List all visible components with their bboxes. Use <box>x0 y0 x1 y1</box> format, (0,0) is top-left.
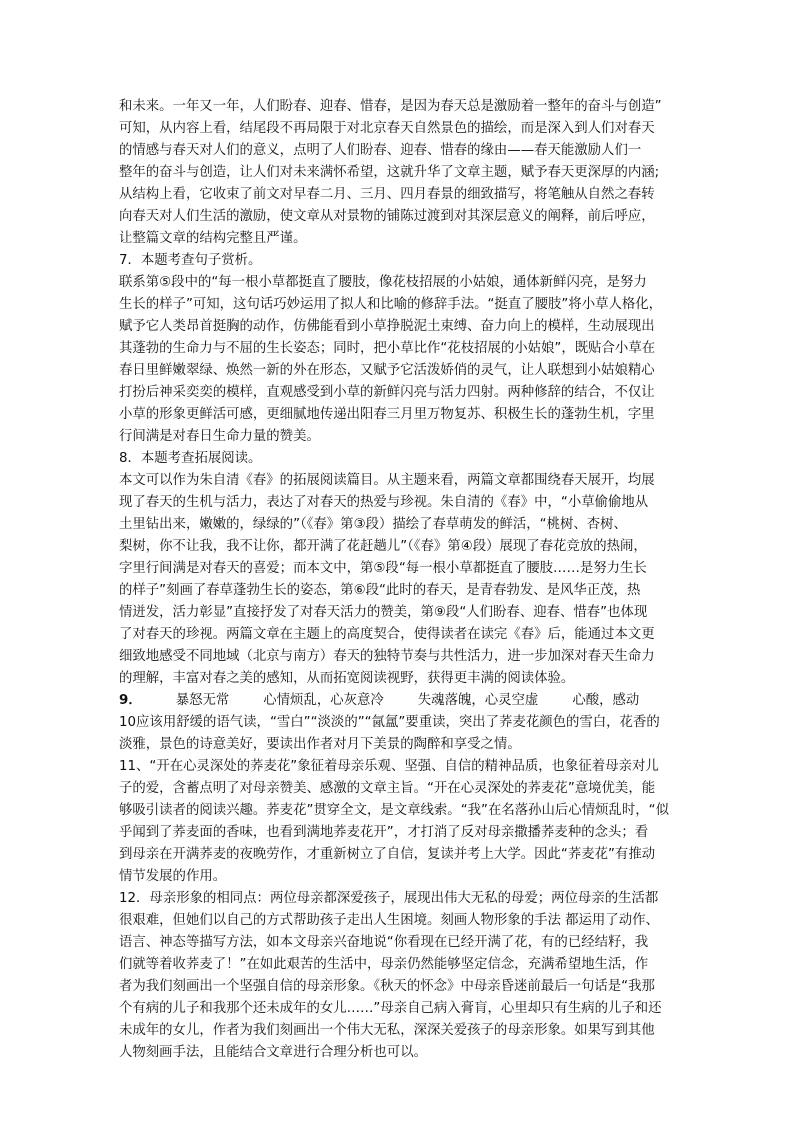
text-line: 小草的形象更鲜活可感，更细腻地传递出阳春三月里万物复苏、积极生长的蓬勃生机，字里 <box>119 407 655 422</box>
question-11-line: 11、“开在心灵深处的荞麦花”象征着母亲乐观、坚强、自信的精神品质，也象征着母亲对儿 <box>119 759 659 774</box>
text-line: 的理解，丰富对春之美的感知，从而拓宽阅读视野，获得更丰满的阅读体验。 <box>119 671 575 686</box>
text-line: 们就等着收荞麦了！”在如此艰苦的生活中，母亲仍然能够坚定信念，充满希望地生活，作 <box>119 957 649 972</box>
text-line: 现了春天的生机与活力，表达了对春天的热爱与珍视。朱自清的《春》中，“小草偷偷地从 <box>119 495 649 510</box>
text-line: 细致地感受不同地域（北京与南方）春天的独特节奏与共性活力，进一步加深对春天生命力 <box>119 649 655 664</box>
text-line: 和未来。一年又一年，人们盼春、迎春、惜春，是因为春天总是激励着一整年的奋斗与创造” <box>119 99 662 114</box>
text-line: 很艰难，但她们以自己的方式帮助孩子走出人生困境。刻画人物形象的手法 都运用了动作、 <box>119 913 659 928</box>
text-line: 字里行间满是对春天的喜爱；而本文中，第⑤段“每一根小草都挺直了腰肢……是努力生长 <box>119 561 647 576</box>
text-line: 向春天对人们生活的激励，使文章从对景物的铺陈过渡到对其深层意义的阐释，前后呼应， <box>119 209 655 224</box>
q9-answer-2: 心情烦乱，心灰意冷 <box>263 693 384 708</box>
text-line: 到母亲在开满荞麦的夜晚劳作，才重新树立了自信，复读并考上大学。因此“荞麦花”有推动 <box>119 847 656 862</box>
text-line: 土里钻出来，嫩嫩的，绿绿的”（《春》第③段）描绘了春草萌发的鲜活，“桃树、杏树、 <box>119 517 627 532</box>
question-9-answers <box>119 690 685 712</box>
question-12-line: 12．母亲形象的相同点：两位母亲都深爱孩子，展现出伟大无私的母爱；两位母亲的生活都 <box>119 891 659 906</box>
text-line: 够吸引读者的阅读兴趣。荞麦花”贯穿全文，是文章线索。“我”在名落孙山后心情烦乱时，“似 <box>119 803 669 818</box>
text-line: 的样子”刻画了春草蓬勃生长的姿态，第⑥段“此时的春天，是青春勃发、是风华正茂，热 <box>119 583 641 598</box>
question-7-heading: 7．本题考查句子赏析。 <box>119 253 262 268</box>
text-line: 行间满是对春日生命力量的赞美。 <box>119 429 320 444</box>
text-line: 乎闻到了荞麦面的香味，也看到满地荞麦花开”，才打消了反对母亲撒播荞麦种的念头；看 <box>119 825 649 840</box>
text-line: 情节发展的作用。 <box>119 869 227 884</box>
text-line <box>119 1064 685 1086</box>
text-line: 人物刻画手法，且能结合文章进行合理分析也可以。 <box>119 1045 427 1060</box>
text-line: 个有病的儿子和我那个还未成年的女儿……”母亲自己病入膏肓，心里却只有生病的儿子和还 <box>119 1001 662 1016</box>
text-line: 的情感与春天对人们的意义，点明了人们盼春、迎春、惜春的缘由——春天能激励人们一 <box>119 143 642 158</box>
text-line: 打扮后神采奕奕的模样，直观感受到小草的新鲜闪亮与活力四射。两种修辞的结合，不仅让 <box>119 385 655 400</box>
text-line: 本文可以作为朱自清《春》的拓展阅读篇目。从主题来看，两篇文章都围绕春天展开，均展 <box>119 473 655 488</box>
text-line: 从结构上看，它收束了前文对早春二月、三月、四月春景的细致描写，将笔触从自然之春转 <box>119 187 655 202</box>
text-line: 者为我们刻画出一个坚强自信的母亲形象。《秋天的怀念》中母亲昏迷前最后一句话是“我那 <box>119 979 655 994</box>
text-line: 梨树，你不让我，我不让你，都开满了花赶趟儿”（《春》第④段）展现了春花竞放的热闹， <box>119 539 647 554</box>
text-line: 淡雅，景色的诗意美好，要读出作者对月下美景的陶醉和享受之情。 <box>119 737 521 752</box>
text-line: 未成年的女儿，作者为我们刻画出一个伟大无私，深深关爱孩子的母亲形象。如果写到其他 <box>119 1023 655 1038</box>
text-line: 子的爱，含蓄点明了对母亲赞美、感激的文章主旨。“开在心灵深处的荞麦花”意境优美，能 <box>119 781 656 796</box>
text-line: 生长的样子”可知，这句话巧妙运用了拟人和比喻的修辞手法。“挺直了腰肢”将小草人格化， <box>119 297 663 312</box>
text-line: 语言、神态等描写方法，如本文母亲兴奋地说“你看现在已经开满了花，有的已经结籽，我 <box>119 935 649 950</box>
text-line: 整年的奋斗与创造，让人们对未来满怀希望，这就升华了文章主题，赋予春天更深厚的内涵; <box>119 165 660 180</box>
question-9-number: 9． <box>119 693 142 708</box>
text-line: 情迸发，活力彰显”直接抒发了对春天活力的赞美，第⑨段“人们盼春、迎春、惜春”也体现 <box>119 605 648 620</box>
question-8-heading: 8．本题考查拓展阅读。 <box>119 451 262 466</box>
answer-document <box>119 96 685 1086</box>
q9-answer-4: 心酸，感动 <box>572 693 640 708</box>
text-line: 可知，从内容上看，结尾段不再局限于对北京春天自然景色的描绘，而是深入到人们对春天 <box>119 121 655 136</box>
q9-answer-1: 暴怒无常 <box>175 693 230 708</box>
question-10-line: 10应该用舒缓的语气读，“雪白”“淡淡的”“氤氲”要重读，突出了荞麦花颜色的雪白，花香的 <box>119 715 660 730</box>
text-line: 让整篇文章的结构完整且严谨。 <box>119 231 307 246</box>
text-line: 联系第⑤段中的“每一根小草都挺直了腰肢，像花枝招展的小姑娘，通体新鲜闪亮，是努力 <box>119 275 647 290</box>
text-line: 春日里鲜嫩翠绿、焕然一新的外在形态，又赋予它活泼娇俏的灵气，让人联想到小姑娘精心 <box>119 363 655 378</box>
text-line: 其蓬勃的生命力与不屈的生长姿态；同时，把小草比作“花枝招展的小姑娘”，既贴合小草在 <box>119 341 656 356</box>
q9-answer-3: 失魂落魄，心灵空虚 <box>417 693 539 708</box>
text-line: 了对春天的珍视。两篇文章在主题上的高度契合，使得读者在读完《春》后，能通过本文更 <box>119 627 655 642</box>
text-line: 赋予它人类昂首挺胸的动作，仿佛能看到小草挣脱泥土束缚、奋力向上的模样，生动展现出 <box>119 319 655 334</box>
